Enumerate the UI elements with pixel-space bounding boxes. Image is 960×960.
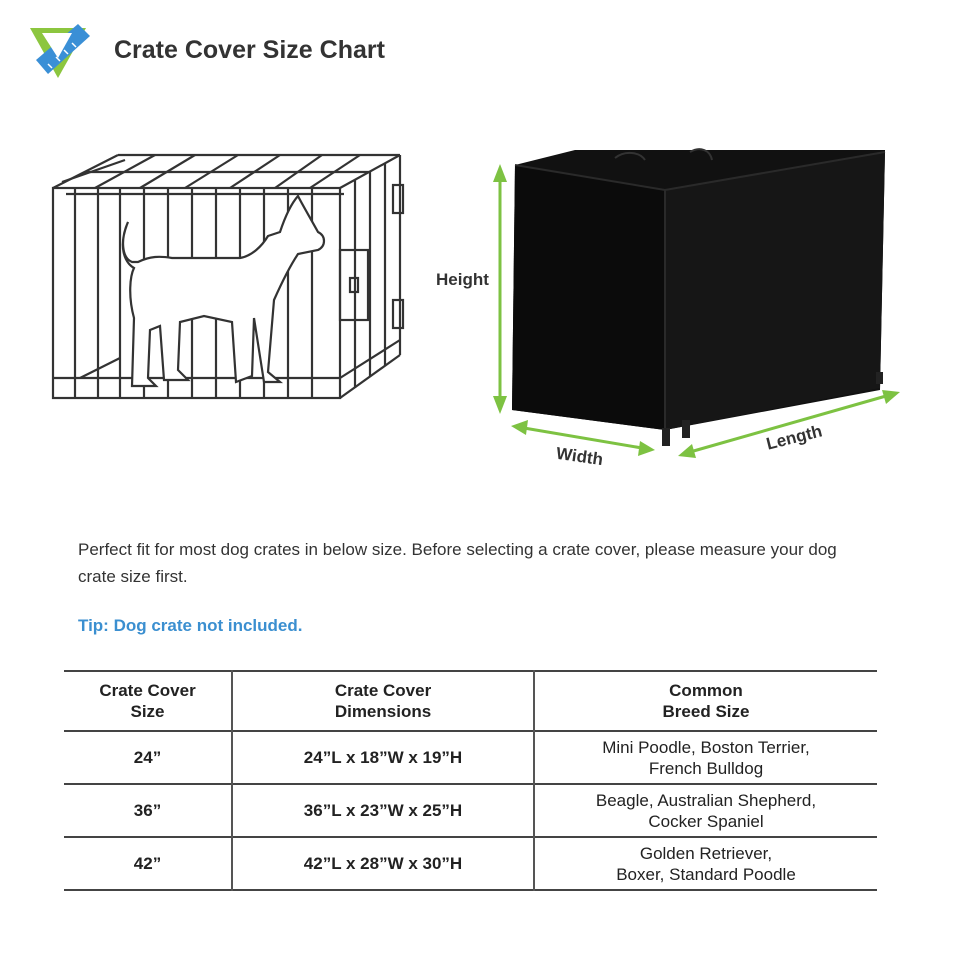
size-cell: 42” — [133, 854, 162, 873]
breed-cell: Beagle, Australian Shepherd, Cocker Spaniel — [534, 784, 877, 837]
tip-text: Tip: Dog crate not included. — [78, 616, 303, 635]
header-breed: Common Breed Size — [534, 671, 877, 731]
size-cell: 36” — [133, 801, 162, 820]
width-label: Width — [554, 443, 605, 470]
table-row — [64, 784, 877, 837]
breed-cell: Mini Poodle, Boston Terrier, French Bulldog — [534, 731, 877, 784]
size-table — [64, 670, 877, 891]
size-cell: 24” — [133, 748, 162, 767]
dimensions-cell: 36”L x 23”W x 25”H — [232, 784, 534, 837]
length-label: Length — [764, 421, 824, 454]
table-row — [64, 837, 877, 890]
dimensions-cell: 42”L x 28”W x 30”H — [232, 837, 534, 890]
dimensions-cell: 24”L x 18”W x 19”H — [232, 731, 534, 784]
table-header-row — [64, 671, 877, 731]
header-dimensions: Crate Cover Dimensions — [232, 671, 534, 731]
breed-cell: Golden Retriever, Boxer, Standard Poodle — [534, 837, 877, 890]
description-text: Perfect fit for most dog crates in below size. Before selecting a crate cover, please measure your dog crate size first. — [78, 540, 837, 586]
page-title: Crate Cover Size Chart — [114, 36, 385, 64]
height-label: Height — [436, 270, 489, 289]
table-row — [64, 731, 877, 784]
black-crate-cover-photo — [512, 149, 885, 446]
header-size: Crate Cover Size — [99, 681, 196, 721]
dog-silhouette — [123, 196, 324, 386]
